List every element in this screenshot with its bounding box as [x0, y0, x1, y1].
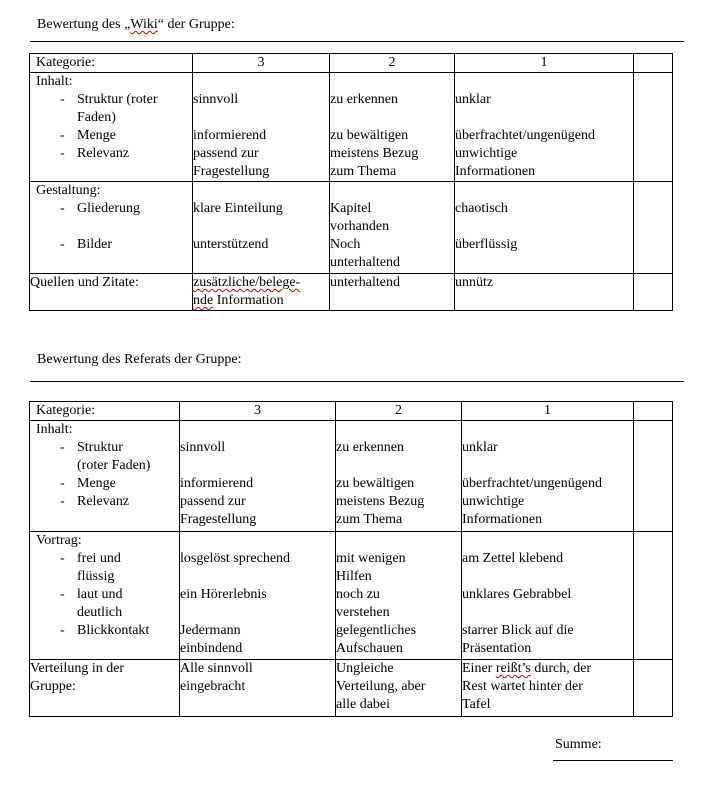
referat-verteilung-points [634, 660, 673, 717]
wiki-gestaltung-criteria [30, 182, 193, 274]
referat-verteilung-score-1: Einer reißt’s durch, der Rest wartet hinter der Tafel [462, 660, 634, 717]
referat-item-frei: - frei und flüssig [60, 551, 121, 584]
referat-vortrag-score-1: am Zettel klebend unklares Gebrabbel starrer Blick auf die Präsentation [462, 532, 634, 660]
wiki-heading-prefix: Bewertung des „ [37, 17, 131, 32]
referat-header-score-3: 3 [180, 402, 336, 421]
wiki-quellen-score-2: unterhaltend [330, 274, 455, 311]
referat-row-inhalt [30, 421, 673, 532]
referat-vortrag-criteria [30, 532, 180, 660]
wiki-rubric-table [29, 53, 673, 311]
wiki-quellen-score-3: zusätzliche/belege- nde Information [193, 274, 330, 311]
referat-inhalt-title: Inhalt: [36, 422, 73, 437]
wiki-item-relevanz: - Relevanz [60, 146, 130, 161]
wiki-item-bilder: - Bilder [60, 237, 112, 252]
referat-item-relevanz: - Relevanz [60, 494, 130, 509]
referat-vortrag-score-2: mit wenigen Hilfen noch zu verstehen gelegentliches Aufschauen [336, 532, 462, 660]
referat-item-laut: - laut und deutlich [60, 587, 123, 620]
referat-rubric-table [29, 401, 673, 717]
referat-header-points [634, 402, 673, 421]
wiki-inhalt-score-1: unklar überfrachtet/ungenügend unwichtige Informationen [455, 73, 634, 182]
wiki-gestaltung-score-3: klare Einteilung unterstützend [193, 182, 330, 274]
wiki-quellen-score-1: unnütz [455, 274, 634, 311]
wiki-gestaltung-title: Gestaltung: [36, 183, 101, 198]
wiki-quellen-points [634, 274, 673, 311]
referat-verteilung-score-3: Alle sinnvoll eingebracht [180, 660, 336, 717]
referat-verteilung-title: Verteilung in der Gruppe: [30, 660, 180, 717]
wiki-gestaltung-score-1: chaotisch überflüssig [455, 182, 634, 274]
wiki-row-gestaltung [30, 182, 673, 274]
wiki-heading-suffix: “ der Gruppe: [157, 17, 235, 32]
wiki-inhalt-title: Inhalt: [36, 74, 73, 89]
wiki-header-score-3: 3 [193, 54, 330, 73]
wiki-header-kategorie: Kategorie: [30, 54, 193, 73]
referat-vortrag-points [634, 532, 673, 660]
wiki-gestaltung-points [634, 182, 673, 274]
referat-header-score-1: 1 [462, 402, 634, 421]
wiki-inhalt-criteria [30, 73, 193, 182]
wiki-item-gliederung: - Gliederung [60, 201, 140, 216]
referat-inhalt-points [634, 421, 673, 532]
referat-verteilung-score-2: Ungleiche Verteilung, aber alle dabei [336, 660, 462, 717]
referat-inhalt-criteria [30, 421, 180, 532]
wiki-item-menge: - Menge [60, 128, 116, 143]
referat-header-kategorie: Kategorie: [30, 402, 180, 421]
wiki-header-score-1: 1 [455, 54, 634, 73]
referat-header-row [30, 402, 673, 421]
wiki-heading-rule [30, 41, 684, 42]
referat-item-struktur: - Struktur (roter Faden) [60, 440, 151, 473]
wiki-row-inhalt [30, 73, 673, 182]
referat-header-score-2: 2 [336, 402, 462, 421]
referat-inhalt-score-1: unklar überfrachtet/ungenügend unwichtige Informationen [462, 421, 634, 532]
referat-row-vortrag [30, 532, 673, 660]
wiki-item-struktur: - Struktur (roter Faden) [60, 92, 158, 125]
referat-vortrag-score-3: losgelöst sprechend ein Hörerlebnis Jedermann einbindend [180, 532, 336, 660]
wiki-gestaltung-score-2: Kapitel vorhanden Noch unterhaltend [330, 182, 455, 274]
wiki-inhalt-score-3: sinnvoll informierend passend zur Fragestellung [193, 73, 330, 182]
wiki-inhalt-score-2: zu erkennen zu bewältigen meistens Bezug zum Thema [330, 73, 455, 182]
wiki-row-quellen [30, 274, 673, 311]
referat-vortrag-title: Vortrag: [36, 533, 82, 548]
wiki-header-row [30, 54, 673, 73]
wiki-heading [37, 16, 235, 34]
wiki-header-score-2: 2 [330, 54, 455, 73]
referat-inhalt-score-2: zu erkennen zu bewältigen meistens Bezug zum Thema [336, 421, 462, 532]
wiki-header-points [634, 54, 673, 73]
referat-row-verteilung [30, 660, 673, 717]
referat-heading: Bewertung des Referats der Gruppe: [37, 352, 242, 367]
summe-line [553, 760, 673, 761]
wiki-heading-word: Wiki [130, 17, 158, 32]
referat-inhalt-score-3: sinnvoll informierend passend zur Fragestellung [180, 421, 336, 532]
referat-heading-rule [30, 381, 684, 382]
summe-label: Summe: [555, 737, 602, 752]
referat-item-menge: - Menge [60, 476, 116, 491]
wiki-inhalt-points [634, 73, 673, 182]
referat-item-blickkontakt: - Blickkontakt [60, 623, 150, 638]
wiki-quellen-title: Quellen und Zitate: [30, 274, 193, 311]
